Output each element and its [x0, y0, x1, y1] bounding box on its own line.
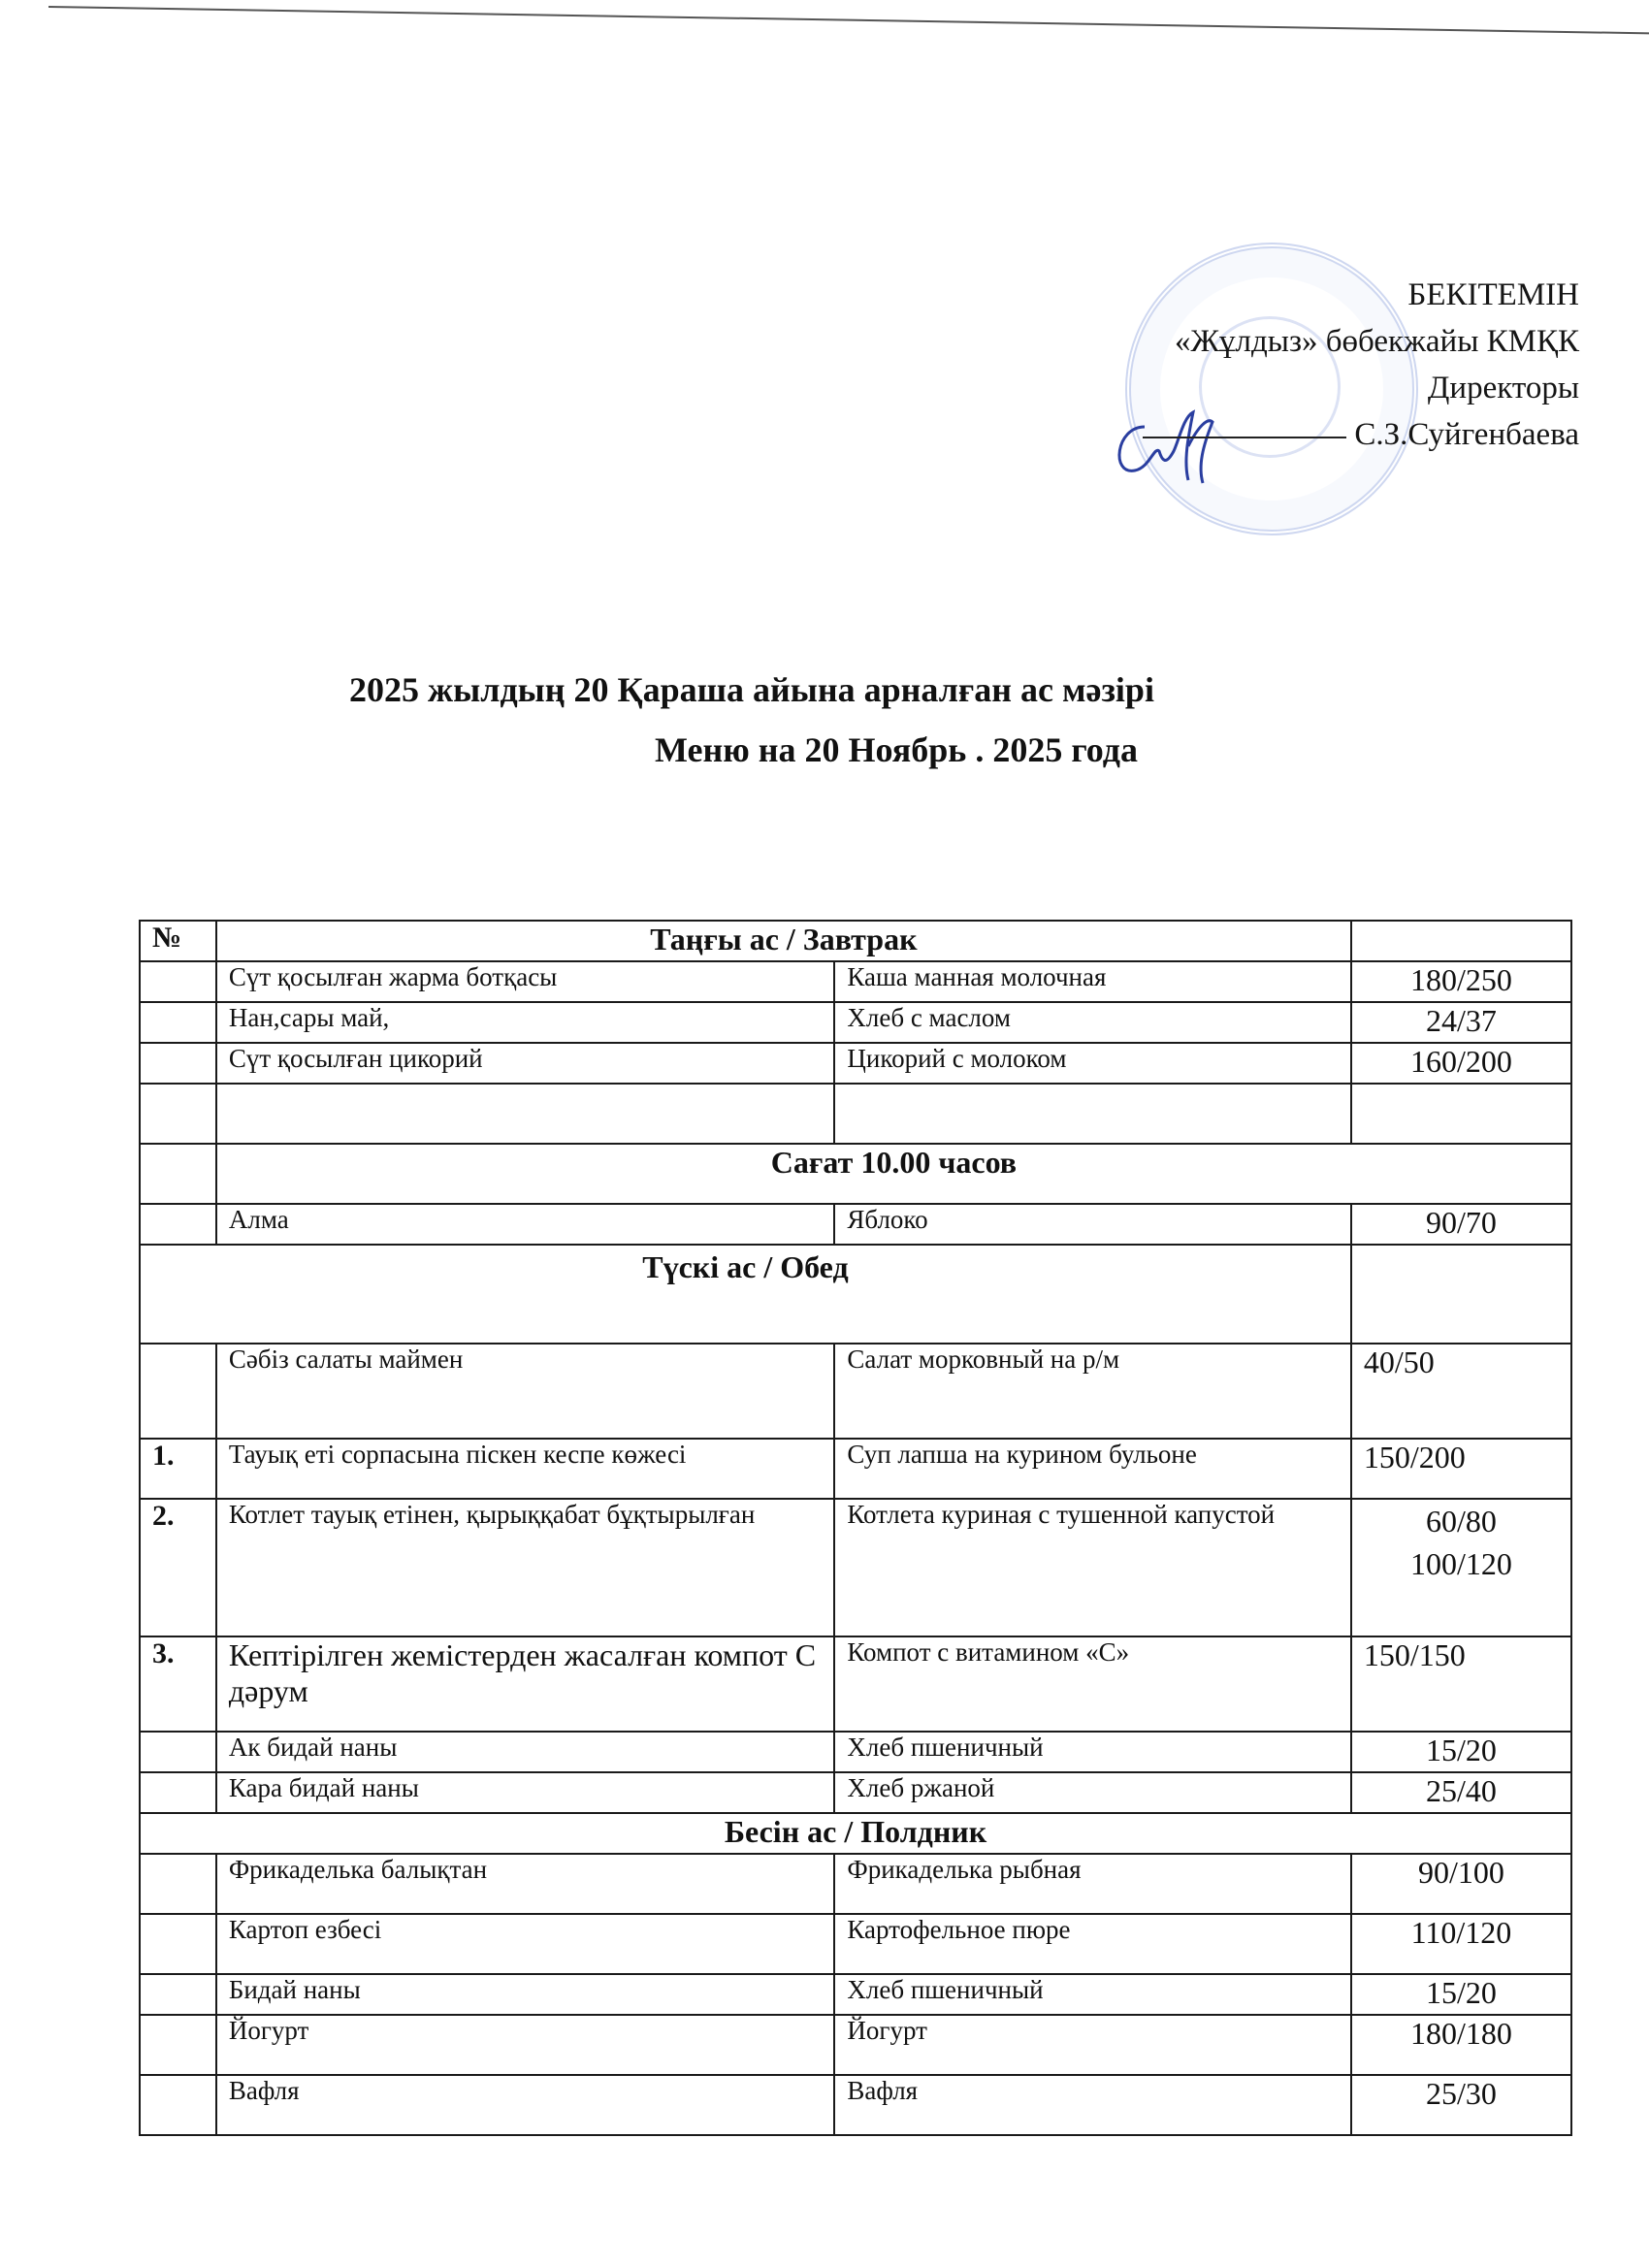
portion: 90/70	[1351, 1204, 1571, 1245]
approval-heading: БЕКІТЕМІН	[1407, 277, 1579, 312]
dish-ru: Компот с витамином «С»	[834, 1636, 1351, 1732]
table-row	[140, 1043, 1571, 1084]
dish-kz: Вафля	[216, 2075, 835, 2135]
portion: 90/100	[1351, 1854, 1571, 1914]
section-afternoon-snack: Бесін ас / Полдник	[140, 1813, 1571, 1854]
table-header-row	[140, 921, 1571, 961]
portion: 160/200	[1351, 1043, 1571, 1084]
dish-kz: Сәбіз салаты маймен	[216, 1344, 835, 1439]
table-row	[140, 1204, 1571, 1245]
dish-ru: Цикорий с молоком	[834, 1043, 1351, 1084]
title-kazakh: 2025 жылдың 20 Қараша айына арналған ас мәзірі	[349, 670, 1154, 709]
portion: 150/200	[1351, 1439, 1571, 1499]
table-row	[140, 2015, 1571, 2075]
portion: 40/50	[1351, 1344, 1571, 1439]
dish-kz: Кара бидай наны	[216, 1772, 835, 1813]
dish-kz: Котлет тауық етінен, қырыққабат бұқтырылған	[216, 1499, 835, 1636]
dish-ru: Хлеб пшеничный	[834, 1732, 1351, 1772]
table-row: 1. Тауық еті сорпасына піскен кеспе көжесі Суп лапша на курином бульоне 150/200	[140, 1439, 1571, 1499]
approval-position: Директоры	[1427, 371, 1579, 405]
table-row	[140, 961, 1571, 1002]
portion: 150/150	[1351, 1636, 1571, 1732]
dish-ru: Фрикаделька рыбная	[834, 1854, 1351, 1914]
number-header: №	[140, 921, 216, 961]
dish-kz: Бидай наны	[216, 1974, 835, 2015]
dish-ru: Суп лапша на курином бульоне	[834, 1439, 1351, 1499]
scan-edge-line	[48, 6, 1649, 35]
approval-signatory	[1143, 411, 1579, 458]
director-name: С.З.Суйгенбаева	[1354, 417, 1579, 452]
table-row-empty	[140, 1084, 1571, 1144]
dish-ru: Котлета куриная с тушенной капустой	[834, 1499, 1351, 1636]
section-row	[140, 1813, 1571, 1854]
table-row	[140, 1854, 1571, 1914]
portion: 15/20	[1351, 1974, 1571, 2015]
portion: 25/40	[1351, 1772, 1571, 1813]
dish-ru: Хлеб пшеничный	[834, 1974, 1351, 2015]
dish-ru: Каша манная молочная	[834, 961, 1351, 1002]
dish-kz: Фрикаделька балықтан	[216, 1854, 835, 1914]
portion: 24/37	[1351, 1002, 1571, 1043]
table-row	[140, 1772, 1571, 1813]
table-row: 3. Кептірілген жемістерден жасалған компот С дәрум Компот с витамином «С» 150/150	[140, 1636, 1571, 1732]
dish-kz: Нан,сары май,	[216, 1002, 835, 1043]
dish-ru: Хлеб ржаной	[834, 1772, 1351, 1813]
dish-ru: Вафля	[834, 2075, 1351, 2135]
dish-kz: Сүт қосылған цикорий	[216, 1043, 835, 1084]
dish-kz: Кептірілген жемістерден жасалған компот С дәрум	[216, 1636, 835, 1732]
signature-line	[1143, 436, 1346, 438]
dish-kz: Тауық еті сорпасына піскен кеспе көжесі	[216, 1439, 835, 1499]
menu-table	[139, 920, 1572, 2136]
section-row	[140, 1144, 1571, 1204]
section-breakfast: Таңғы ас / Завтрак	[216, 921, 1351, 961]
dish-ru: Салат морковный на р/м	[834, 1344, 1351, 1439]
dish-ru: Яблоко	[834, 1204, 1351, 1245]
table-row: 2. Котлет тауық етінен, қырыққабат бұқтырылған Котлета куриная с тушенной капустой 60/80 100/120	[140, 1499, 1571, 1636]
table-row	[140, 1732, 1571, 1772]
table-row	[140, 1914, 1571, 1974]
portion: 180/250	[1351, 961, 1571, 1002]
table-row	[140, 1002, 1571, 1043]
approval-block	[1143, 272, 1579, 458]
table-row	[140, 1344, 1571, 1439]
dish-ru: Картофельное пюре	[834, 1914, 1351, 1974]
table-row	[140, 1974, 1571, 2015]
dish-kz: Ак бидай наны	[216, 1732, 835, 1772]
dish-kz: Сүт қосылған жарма ботқасы	[216, 961, 835, 1002]
approval-organization: «Жұлдыз» бөбекжайы КМҚК	[1174, 324, 1579, 359]
section-snack: Сағат 10.00 часов	[216, 1144, 1571, 1204]
portion: 25/30	[1351, 2075, 1571, 2135]
dish-kz: Йогурт	[216, 2015, 835, 2075]
dish-ru: Хлеб с маслом	[834, 1002, 1351, 1043]
portion: 60/80 100/120	[1351, 1499, 1571, 1636]
table-row	[140, 2075, 1571, 2135]
section-lunch: Түскі ас / Обед	[140, 1245, 1351, 1344]
portion: 15/20	[1351, 1732, 1571, 1772]
section-row	[140, 1245, 1571, 1344]
dish-ru: Йогурт	[834, 2015, 1351, 2075]
dish-kz: Картоп езбесі	[216, 1914, 835, 1974]
portion: 110/120	[1351, 1914, 1571, 1974]
title-russian: Меню на 20 Ноябрь . 2025 года	[655, 730, 1138, 769]
portion: 180/180	[1351, 2015, 1571, 2075]
dish-kz: Алма	[216, 1204, 835, 1245]
